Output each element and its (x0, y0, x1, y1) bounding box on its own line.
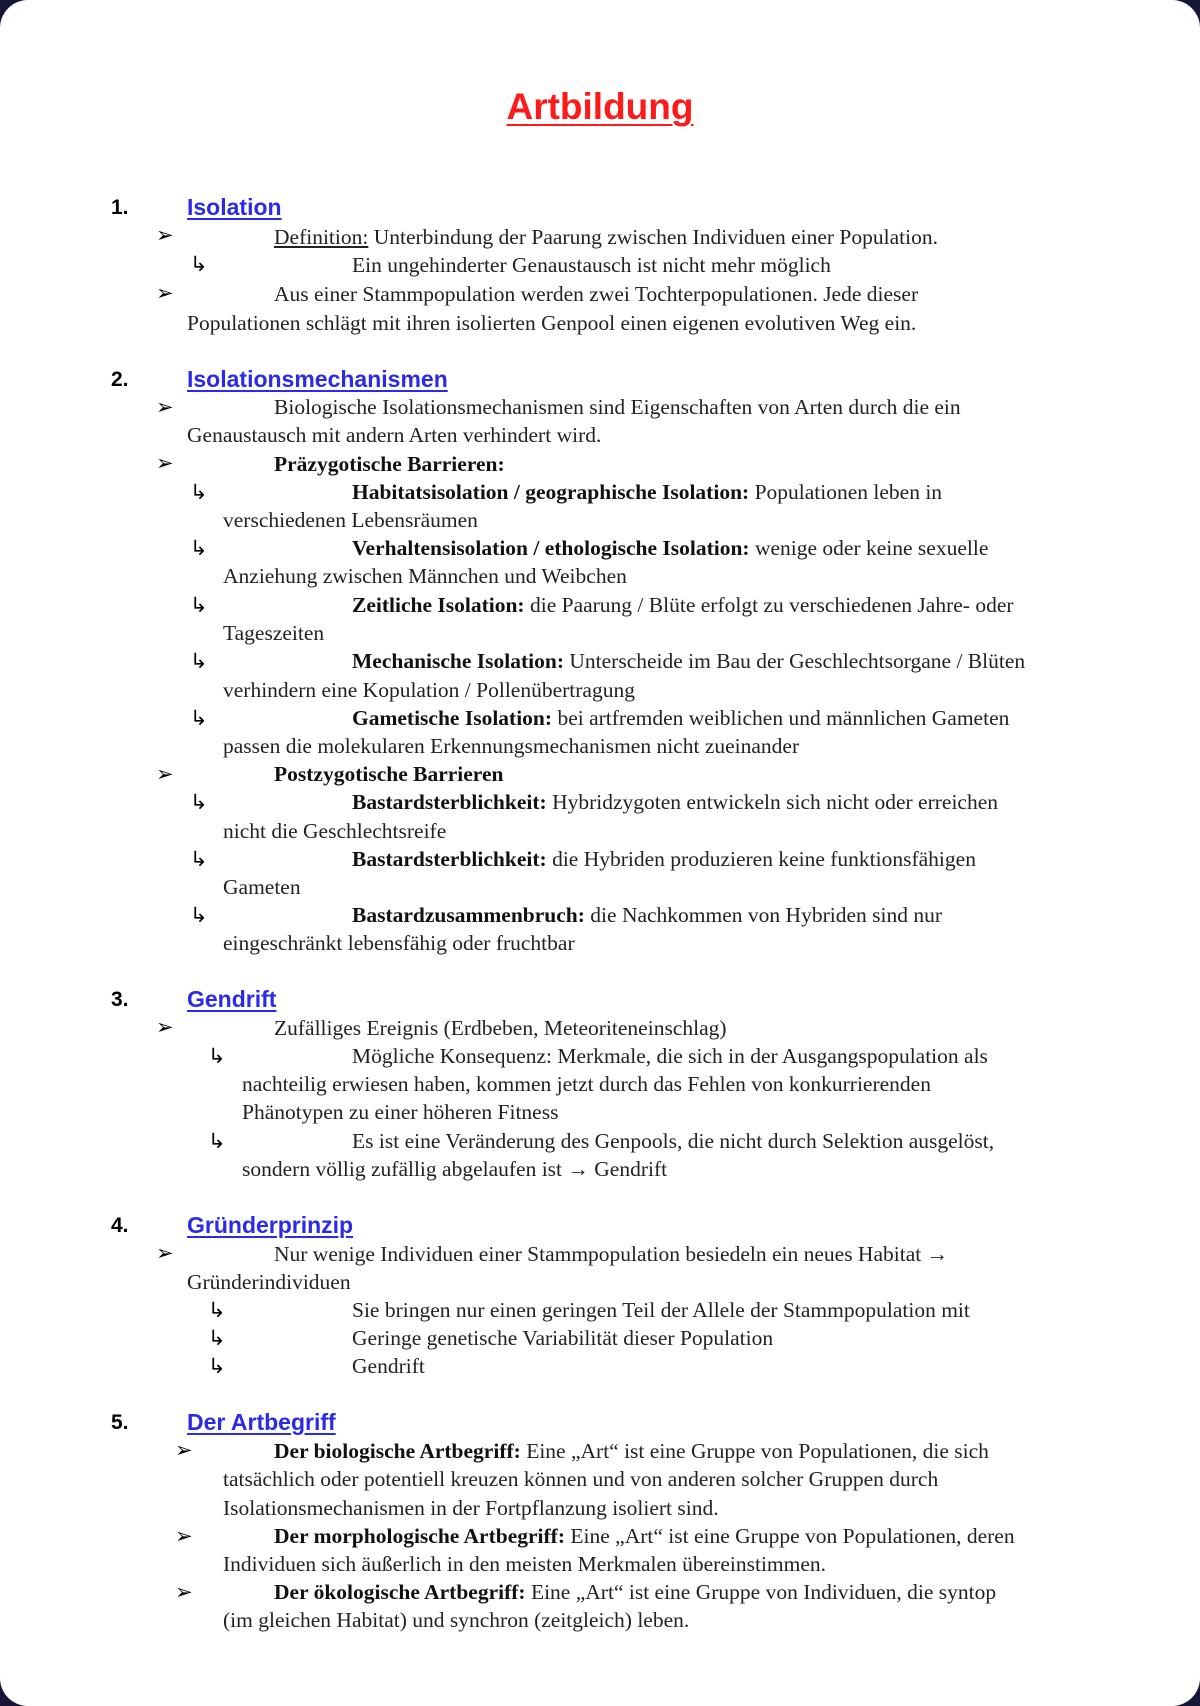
list-item: Es ist eine Veränderung des Genpools, die nicht durch Selektion ausgelöst, (352, 1129, 995, 1153)
list-item: Verhaltensisolation / ethologische Isolation: wenige oder keine sexuelle (352, 536, 989, 560)
list-item: sondern völlig zufällig abgelaufen ist → Gendrift (242, 1157, 668, 1181)
list-item: nicht die Geschlechtsreife (223, 819, 447, 843)
list-item: Populationen schlägt mit ihren isolierten Genpool einen eigenen evolutiven Weg ein. (187, 311, 917, 335)
list-item: Bastardsterblichkeit: die Hybriden produzieren keine funktionsfähigen (352, 847, 976, 871)
arrow-bullet-icon: ↳ (208, 1354, 226, 1378)
arrow-bullet-icon: ↳ (208, 1044, 226, 1068)
page-title: Artbildung (506, 86, 694, 127)
section-heading-isolation: Isolation (187, 194, 282, 220)
arrow-bullet-icon: ↳ (190, 252, 208, 276)
section-heading-artbegriff: Der Artbegriff (187, 1409, 336, 1435)
list-item: Bastardsterblichkeit: Hybridzygoten entwickeln sich nicht oder erreichen (352, 790, 999, 814)
section-number: 4. (111, 1214, 129, 1237)
list-item: Geringe genetische Variabilität dieser Population (352, 1326, 774, 1350)
list-item: Gameten (223, 875, 301, 899)
list-item: Nur wenige Individuen einer Stammpopulation besiedeln ein neues Habitat → (274, 1242, 949, 1266)
definition-label: Definition: (274, 225, 369, 249)
list-item: tatsächlich oder potentiell kreuzen können und von anderen solcher Gruppen durch (223, 1467, 939, 1491)
list-item: Ein ungehinderter Genaustausch ist nicht mehr möglich (352, 253, 831, 277)
section-heading-gruenderprinzip: Gründerprinzip (187, 1212, 354, 1238)
subheading-postzygotic: Postzygotische Barrieren (274, 762, 504, 786)
triangle-bullet-icon: ➢ (156, 281, 174, 305)
list-item: Phänotypen zu einer höheren Fitness (242, 1100, 559, 1124)
list-item: (im gleichen Habitat) und synchron (zeitgleich) leben. (223, 1608, 690, 1632)
arrow-bullet-icon: ↳ (190, 536, 208, 560)
triangle-bullet-icon: ➢ (175, 1524, 193, 1548)
list-item: Der morphologische Artbegriff: Eine „Art“ ist eine Gruppe von Populationen, deren (274, 1524, 1015, 1548)
list-item: Mögliche Konsequenz: Merkmale, die sich in der Ausgangspopulation als (352, 1044, 988, 1068)
list-item: Tageszeiten (223, 621, 325, 645)
list-item: Habitatsisolation / geographische Isolation: Populationen leben in (352, 480, 943, 504)
list-item: Der ökologische Artbegriff: Eine „Art“ ist eine Gruppe von Individuen, die syntop (274, 1580, 997, 1604)
triangle-bullet-icon: ➢ (156, 451, 174, 475)
list-item: Biologische Isolationsmechanismen sind Eigenschaften von Arten durch die ein (274, 395, 961, 419)
arrow-bullet-icon: ↳ (208, 1326, 226, 1350)
list-item: Genaustausch mit andern Arten verhindert wird. (187, 423, 602, 447)
list-item: Individuen sich äußerlich in den meisten Merkmalen übereinstimmen. (223, 1552, 827, 1576)
arrow-bullet-icon: ↳ (190, 706, 208, 730)
list-item: Bastardzusammenbruch: die Nachkommen von Hybriden sind nur (352, 903, 942, 927)
triangle-bullet-icon: ➢ (175, 1438, 193, 1462)
list-item: Der biologische Artbegriff: Eine „Art“ ist eine Gruppe von Populationen, die sich (274, 1439, 989, 1463)
list-item: verhindern eine Kopulation / Pollenübertragung (223, 678, 635, 702)
list-item: Mechanische Isolation: Unterscheide im Bau der Geschlechtsorgane / Blüten (352, 649, 1026, 673)
arrow-bullet-icon: ↳ (190, 847, 208, 871)
arrow-bullet-icon: ↳ (208, 1129, 226, 1153)
list-item: Aus einer Stammpopulation werden zwei Tochterpopulationen. Jede dieser (274, 282, 919, 306)
arrow-bullet-icon: ↳ (190, 790, 208, 814)
section-number: 1. (111, 196, 129, 219)
arrow-bullet-icon: ↳ (190, 480, 208, 504)
list-item: Gendrift (352, 1354, 425, 1378)
list-item: Anziehung zwischen Männchen und Weibchen (223, 564, 627, 588)
list-item: nachteilig erwiesen haben, kommen jetzt durch das Fehlen von konkurrierenden (242, 1072, 931, 1096)
list-item: eingeschränkt lebensfähig oder fruchtbar (223, 931, 575, 955)
list-item: Gametische Isolation: bei artfremden weiblichen und männlichen Gameten (352, 706, 1010, 730)
list-item: Isolationsmechanismen in der Fortpflanzung isoliert sind. (223, 1496, 719, 1520)
list-item: passen die molekularen Erkennungsmechanismen nicht zueinander (223, 734, 800, 758)
list-item: Zeitliche Isolation: die Paarung / Blüte erfolgt zu verschiedenen Jahre- oder (352, 593, 1014, 617)
list-item: Gründerindividuen (187, 1270, 351, 1294)
arrow-bullet-icon: ↳ (190, 903, 208, 927)
arrow-bullet-icon: ↳ (208, 1298, 226, 1322)
section-number: 5. (111, 1411, 129, 1434)
triangle-bullet-icon: ➢ (175, 1580, 193, 1604)
arrow-bullet-icon: ↳ (190, 593, 208, 617)
triangle-bullet-icon: ➢ (156, 762, 174, 786)
section-heading-isolationsmechanismen: Isolationsmechanismen (187, 366, 448, 392)
arrow-bullet-icon: ↳ (190, 649, 208, 673)
list-item (274, 223, 938, 251)
triangle-bullet-icon: ➢ (156, 395, 174, 419)
list-item: verschiedenen Lebensräumen (223, 508, 478, 532)
section-number: 3. (111, 988, 129, 1011)
section-number: 2. (111, 368, 129, 391)
definition-text: Unterbindung der Paarung zwischen Individuen einer Population. (368, 225, 938, 249)
list-item: Zufälliges Ereignis (Erdbeben, Meteoriteneinschlag) (274, 1016, 727, 1040)
subheading-prezygotic: Präzygotische Barrieren: (274, 452, 505, 476)
triangle-bullet-icon: ➢ (156, 1241, 174, 1265)
triangle-bullet-icon: ➢ (156, 223, 174, 247)
triangle-bullet-icon: ➢ (156, 1015, 174, 1039)
list-item: Sie bringen nur einen geringen Teil der Allele der Stammpopulation mit (352, 1298, 970, 1322)
section-heading-gendrift: Gendrift (187, 986, 277, 1012)
